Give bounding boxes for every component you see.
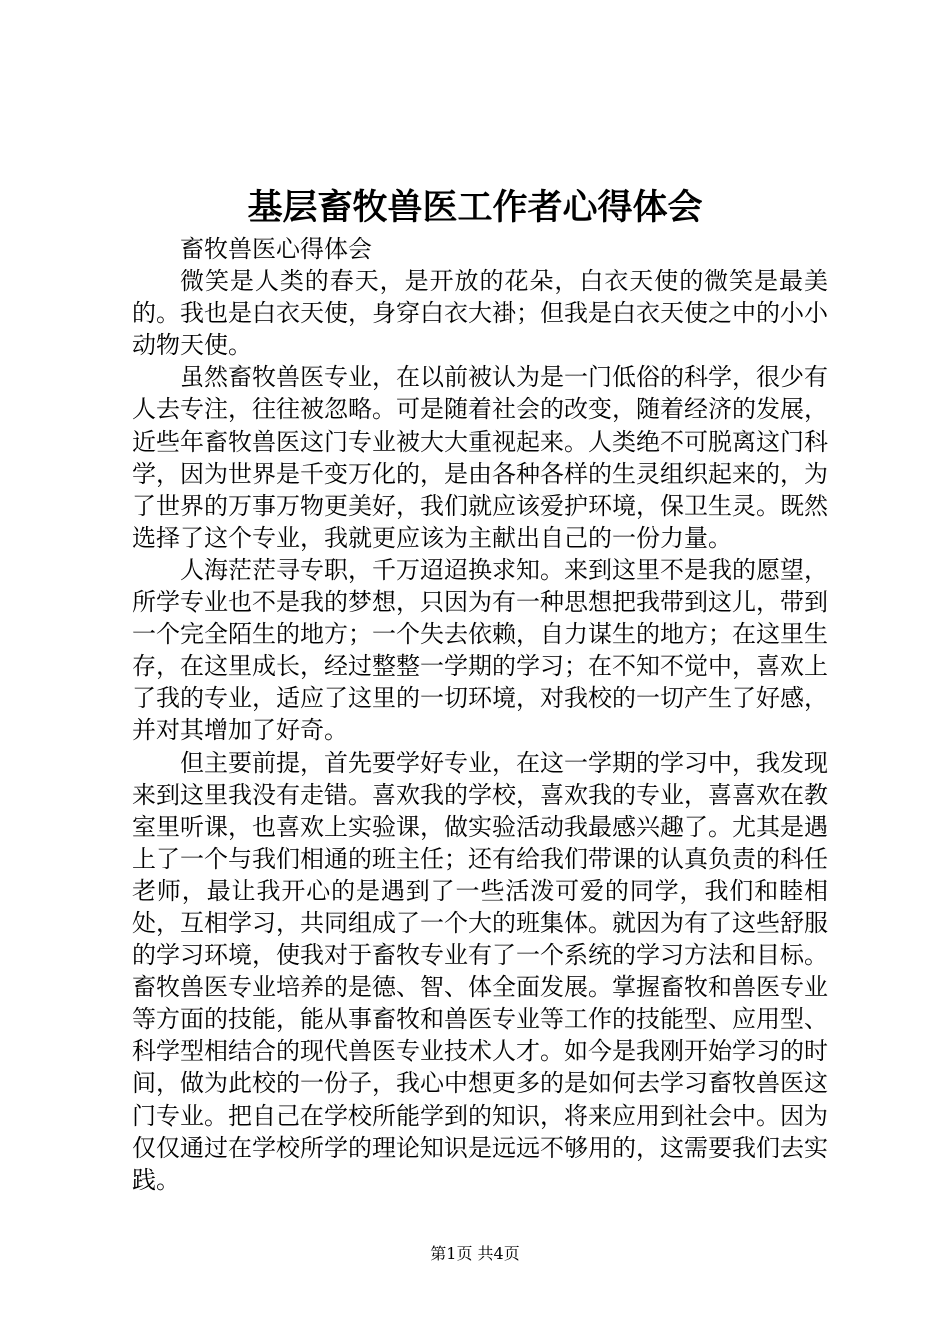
- body-paragraph-4: 但主要前提，首先要学好专业，在这一学期的学习中，我发现来到这里我没有走错。喜欢我的学校，喜欢我的专业，喜喜欢在教室里听课，也喜欢上实验课，做实验活动我最感兴趣了。尤其是遇上了一个与我们相通的班主任；还有给我们带课的认真负责的科任老师，最让我开心的是遇到了一些活泼可爱的同学，我们和睦相处，互相学习，共同组成了一个大的班集体。就因为有了这些舒服的学习环境，使我对于畜牧专业有了一个系统的学习方法和目标。畜牧兽医专业培养的是德、智、体全面发展。掌握畜牧和兽医专业等方面的技能，能从事畜牧和兽医专业等工作的技能型、应用型、科学型相结合的现代兽医专业技术人才。如今是我刚开始学习的时间，做为此校的一份子，我心中想更多的是如何去学习畜牧兽医这门专业。把自己在学校所能学到的知识，将来应用到社会中。因为仅仅通过在学校所学的理论知识是远远不够用的，这需要我们去实践。: [132, 748, 828, 1194]
- body-paragraph-3: 人海茫茫寻专职，千万迢迢换求知。来到这里不是我的愿望，所学专业也不是我的梦想，只因为有一种思想把我带到这儿，带到一个完全陌生的地方；一个失去依赖，自力谋生的地方；在这里生存，在这里成长，经过整整一学期的学习；在不知不觉中，喜欢上了我的专业，适应了这里的一切环境，对我校的一切产生了好感，并对其增加了好奇。: [132, 555, 828, 745]
- body-paragraph-2: 虽然畜牧兽医专业，在以前被认为是一门低俗的科学，很少有人去专注，往往被忽略。可是随着社会的改变，随着经济的发展，近些年畜牧兽医这门专业被大大重视起来。人类绝不可脱离这门科学，因为世界是千变万化的，是由各种各样的生灵组织起来的，为了世界的万事万物更美好，我们就应该爱护环境，保卫生灵。既然选择了这个专业，我就更应该为主献出自己的一份力量。: [132, 363, 828, 552]
- subtitle-paragraph: 畜牧兽医心得体会: [180, 235, 372, 263]
- document-title: 基层畜牧兽医工作者心得体会: [247, 187, 703, 228]
- body-paragraph-1: 微笑是人类的春天，是开放的花朵，白衣天使的微笑是最美的。我也是白衣天使，身穿白衣大褂；但我是白衣天使之中的小小动物天使。: [132, 267, 828, 360]
- page-number-footer: 第1页 共4页: [430, 1244, 520, 1263]
- document-body: [132, 233, 828, 1196]
